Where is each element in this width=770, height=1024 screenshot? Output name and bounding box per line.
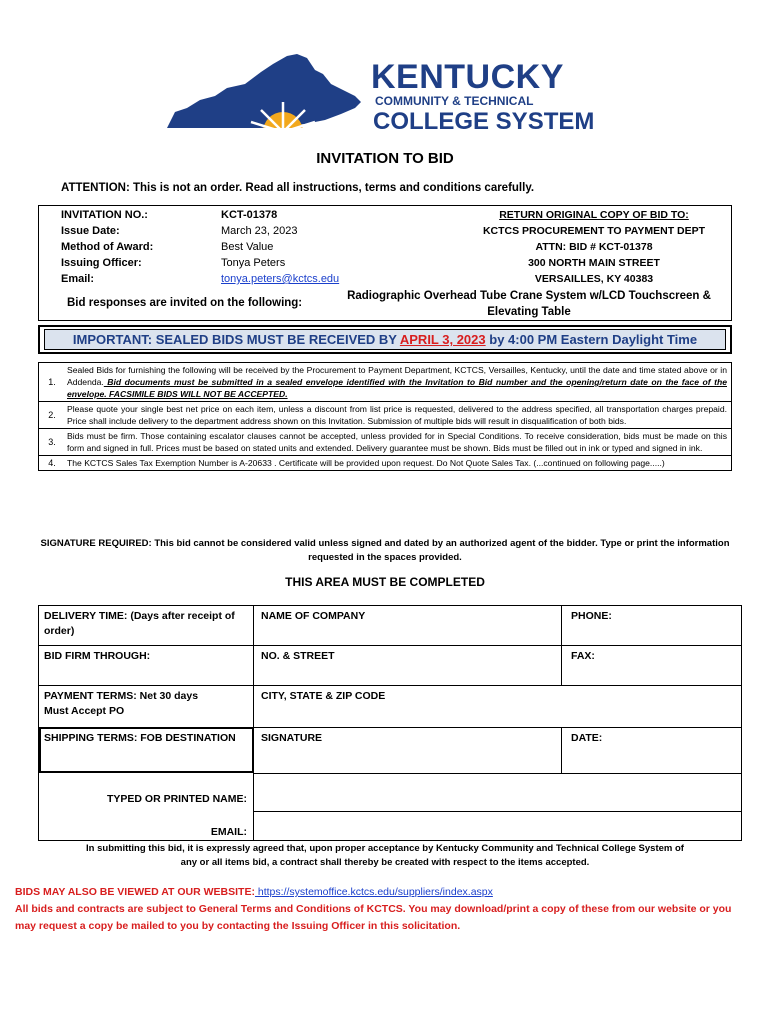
term-text: Please quote your single best net price on each item, unless a discount from list price is requested, delivered to the address specified, all transportation charges prepaid. Price shall include delivery to the department address shown on this Invitation. Submission of multiple bids will result in disqualification of both bids. xyxy=(67,404,727,426)
issuing-officer-value: Tonya Peters xyxy=(221,257,286,269)
website-line xyxy=(15,884,755,901)
kentucky-state-sun-icon xyxy=(165,50,365,135)
footer-notice xyxy=(15,884,755,935)
typed-name-label: TYPED OR PRINTED NAME: xyxy=(106,793,247,805)
email-label: Email: xyxy=(61,273,95,285)
payment-terms-po: Must Accept PO xyxy=(44,705,125,717)
term-number: 4. xyxy=(48,458,56,468)
return-heading: RETURN ORIGINAL COPY OF BID TO: xyxy=(499,209,689,221)
term-item xyxy=(39,429,731,456)
term-item xyxy=(39,363,731,402)
signature-required-note: SIGNATURE REQUIRED: This bid cannot be considered valid unless signed and dated by an authorized agent of the bidder. Type or print the information requested in the spaces provided. xyxy=(40,538,730,563)
terms-list xyxy=(38,362,732,471)
attention-note: ATTENTION: This is not an order. Read all instructions, terms and conditions carefully. xyxy=(61,182,535,194)
column-divider xyxy=(561,727,562,773)
method-of-award-value: Best Value xyxy=(221,241,274,253)
logo-word-community: COMMUNITY & TECHNICAL xyxy=(375,94,534,108)
bid-item-line-1: Radiographic Overhead Tube Crane System w/LCD Touchscreen & xyxy=(347,290,711,302)
term-text: The KCTCS Sales Tax Exemption Number is A-20633 . Certificate will be provided upon request. Do Not Quote Sales Tax. (...continued on following page.....) xyxy=(67,458,665,468)
email-field-label: EMAIL: xyxy=(210,826,247,838)
term-item xyxy=(39,402,731,429)
important-deadline-banner xyxy=(38,325,732,354)
logo-word-college: COLLEGE SYSTEM xyxy=(373,108,595,135)
officer-email-link[interactable]: tonya.peters@kctcs.edu xyxy=(221,273,340,285)
return-line-city: VERSAILLES, KY 40383 xyxy=(534,273,654,285)
issuing-officer-label: Issuing Officer: xyxy=(61,257,142,269)
invitation-no-value: KCT-01378 xyxy=(221,209,278,221)
row-divider xyxy=(254,773,741,774)
issue-date-value: March 23, 2023 xyxy=(221,225,298,237)
city-state-zip-field[interactable]: CITY, STATE & ZIP CODE xyxy=(261,690,386,702)
completion-area-title: THIS AREA MUST BE COMPLETED xyxy=(285,575,485,589)
street-field[interactable]: NO. & STREET xyxy=(261,650,335,662)
agreement-statement: In submitting this bid, it is expressly agreed that, upon proper acceptance by Kentucky Community and Technical College System of any or all items bid, a contract shall thereby be created with respect to the items accepted. xyxy=(86,843,684,868)
row-divider xyxy=(39,685,741,686)
term-number: 2. xyxy=(48,410,56,420)
page-title: INVITATION TO BID xyxy=(316,150,454,167)
important-deadline-text xyxy=(44,329,726,350)
kctcs-logo xyxy=(165,50,595,135)
delivery-time-label: DELIVERY TIME: (Days after receipt of order) xyxy=(44,610,235,637)
invitation-no-label: INVITATION NO.: xyxy=(61,209,148,221)
fax-field[interactable]: FAX: xyxy=(571,650,595,662)
logo-word-kentucky: KENTUCKY xyxy=(371,58,564,96)
row-divider xyxy=(254,811,741,812)
invitation-info-box xyxy=(38,205,732,321)
term-text xyxy=(65,363,731,401)
payment-terms-label: PAYMENT TERMS: Net 30 days xyxy=(44,690,199,702)
term-item xyxy=(39,456,731,470)
bid-responses-label: Bid responses are invited on the following: xyxy=(67,297,303,309)
signature-field[interactable]: SIGNATURE xyxy=(261,732,323,744)
date-field[interactable]: DATE: xyxy=(571,732,603,744)
return-line-street: 300 NORTH MAIN STREET xyxy=(528,257,660,269)
bidder-info-form xyxy=(38,605,742,841)
term-text: Bids must be firm. Those containing escalator clauses cannot be accepted, unless provided for in Special Conditions. To receive consideration, bids must be made on this form and signed in full. Prices must be based on stated units and extended. Delivery guarantee must be shown. Bids must be filled out in ink or typed and signed in ink. xyxy=(67,431,727,453)
website-label: BIDS MAY ALSO BE VIEWED AT OUR WEBSITE: xyxy=(15,886,255,898)
term-number: 3. xyxy=(48,437,56,447)
term-number: 1. xyxy=(48,377,56,387)
column-divider xyxy=(253,606,254,840)
row-divider xyxy=(39,645,741,646)
term-emphasis: Bid documents must be submitted in a sealed envelope identified with the Invitation to Bid number and the opening/return date on the face of the envelope. FACSIMILE BIDS WILL NOT BE ACCEPTED. xyxy=(67,377,727,399)
deadline-date: APRIL 3, 2023 xyxy=(399,332,486,347)
important-suffix: by 4:00 PM Eastern Daylight Time xyxy=(485,332,698,347)
column-divider xyxy=(561,606,562,685)
bid-firm-label: BID FIRM THROUGH: xyxy=(44,650,151,662)
bid-item-line-2: Elevating Table xyxy=(487,306,571,318)
return-line-attn: ATTN: BID # KCT-01378 xyxy=(535,241,653,253)
important-prefix: IMPORTANT: SEALED BIDS MUST BE RECEIVED BY xyxy=(72,332,400,347)
website-link[interactable]: https://systemoffice.kctcs.edu/suppliers/index.aspx xyxy=(254,886,493,898)
term-body: Sealed Bids for furnishing the following will be received by the Procurement to Payment Department, KCTCS, Versailles, Kentucky, until the date and time stated above or in Addenda. xyxy=(67,365,727,387)
issue-date-label: Issue Date: xyxy=(61,225,120,237)
method-of-award-label: Method of Award: xyxy=(61,241,154,253)
return-line-dept: KCTCS PROCUREMENT TO PAYMENT DEPT xyxy=(482,225,706,237)
company-name-field[interactable]: NAME OF COMPANY xyxy=(261,610,366,622)
phone-field[interactable]: PHONE: xyxy=(571,610,612,622)
terms-notice: All bids and contracts are subject to General Terms and Conditions of KCTCS. You may download/print a copy of these from our website or you may request a copy be mailed to you by contacting the Issuing Officer in this solicitation. xyxy=(15,903,732,932)
shipping-terms-label: SHIPPING TERMS: FOB DESTINATION xyxy=(44,732,236,744)
